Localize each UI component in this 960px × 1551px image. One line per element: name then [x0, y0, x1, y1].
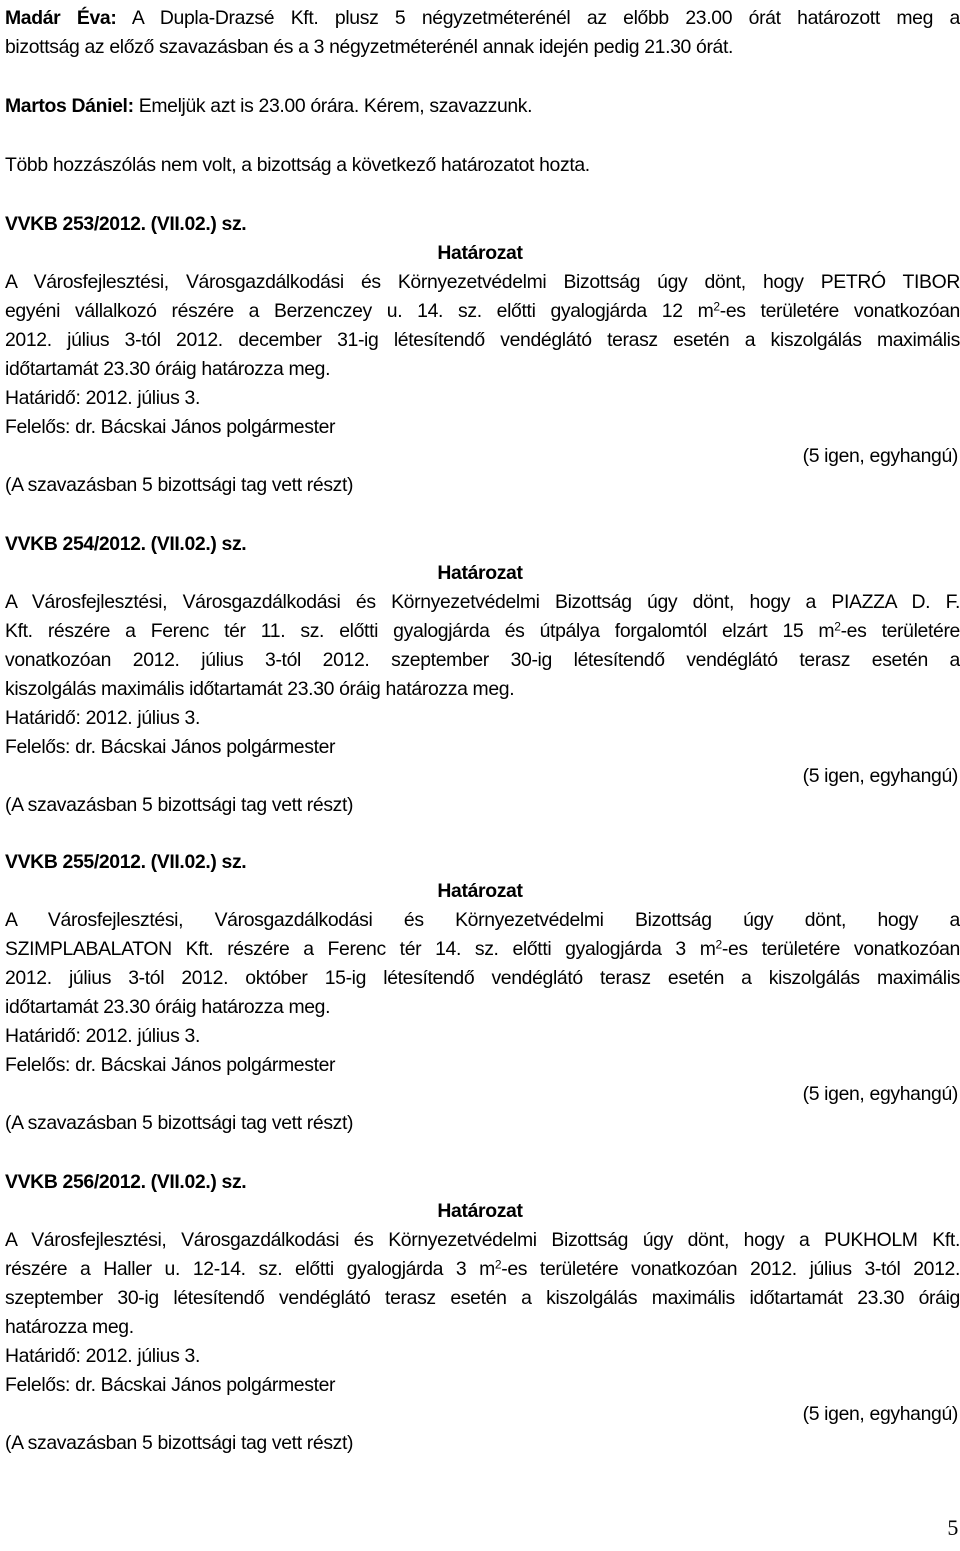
responsible: Felelős: dr. Bácskai János polgármester — [5, 1374, 336, 1396]
resolution-text-line: szeptember 30-ig létesítendő vendéglátó terasz esetén a kiszolgálás maximális időtartamát 23.30 óráig — [5, 1287, 960, 1309]
resolution-text-line: A Városfejlesztési, Városgazdálkodási és Környezetvédelmi Bizottság úgy dönt, hogy a — [5, 909, 960, 931]
deadline: Határidő: 2012. július 3. — [5, 1345, 200, 1367]
vote-result: (5 igen, egyhangú) — [802, 445, 958, 467]
vote-result: (5 igen, egyhangú) — [802, 765, 958, 787]
resolution-number: VVKB 255/2012. (VII.02.) sz. — [5, 851, 247, 873]
responsible: Felelős: dr. Bácskai János polgármester — [5, 416, 336, 438]
resolution-heading: Határozat — [437, 1200, 523, 1222]
resolution-text-line: egyéni vállalkozó részére a Berzenczey u. 14. sz. előtti gyalogjárda 12 $m^2-es$ területére vonatkozóan — [5, 299, 960, 322]
speaker-name: Madár Éva: — [5, 7, 117, 29]
participants: (A szavazásban 5 bizottsági tag vett részt) — [5, 1432, 354, 1454]
resolution-text-line: időtartamát 23.30 óráig határozza meg. — [5, 358, 331, 380]
speech-text: Emeljük azt is 23.00 órára. Kérem, szavazzunk. — [133, 95, 533, 117]
vote-result: (5 igen, egyhangú) — [802, 1403, 958, 1425]
deadline: Határidő: 2012. július 3. — [5, 707, 200, 729]
vote-result: (5 igen, egyhangú) — [802, 1083, 958, 1105]
participants: (A szavazásban 5 bizottsági tag vett részt) — [5, 794, 354, 816]
resolution-heading: Határozat — [437, 562, 523, 584]
deadline: Határidő: 2012. július 3. — [5, 387, 200, 409]
resolution-text-line: A Városfejlesztési, Városgazdálkodási és Környezetvédelmi Bizottság úgy dönt, hogy PETRÓ TIBOR — [5, 271, 960, 293]
responsible: Felelős: dr. Bácskai János polgármester — [5, 1054, 336, 1076]
intro-line-3 — [5, 92, 960, 121]
superscript: 2 — [834, 619, 841, 634]
speaker-name: Martos Dániel: — [5, 95, 134, 117]
resolution-text-line: A Városfejlesztési, Városgazdálkodási és Környezetvédelmi Bizottság úgy dönt, hogy a PIAZZA D. F. — [5, 591, 960, 613]
resolution-number: VVKB 254/2012. (VII.02.) sz. — [5, 533, 247, 555]
resolution-text-line: részére a Haller u. 12-14. sz. előtti gyalogjárda 3 $m^2-es$ területére vonatkozóan 2012. július 3-tól 2012. — [5, 1257, 960, 1280]
participants: (A szavazásban 5 bizottsági tag vett részt) — [5, 1112, 354, 1134]
resolution-text-line: kiszolgálás maximális időtartamát 23.30 óráig határozza meg. — [5, 678, 515, 700]
intro-line-4: Több hozzászólás nem volt, a bizottság a következő határozatot hozta. — [5, 154, 590, 176]
resolution-text-line: Kft. részére a Ferenc tér 11. sz. előtti gyalogjárda és útpálya forgalomtól elzárt 15 $m^2-es$ területére — [5, 619, 960, 642]
resolution-heading: Határozat — [437, 242, 523, 264]
responsible: Felelős: dr. Bácskai János polgármester — [5, 736, 336, 758]
deadline: Határidő: 2012. július 3. — [5, 1025, 200, 1047]
resolution-text-line: 2012. július 3-tól 2012. december 31-ig létesítendő vendéglátó terasz esetén a kiszolgálás maximális — [5, 329, 960, 351]
speech-text: A Dupla-Drazsé Kft. plusz 5 négyzetméterénél az előbb 23.00 órát határozott meg a — [116, 7, 960, 29]
resolution-number: VVKB 256/2012. (VII.02.) sz. — [5, 1171, 247, 1193]
intro-line-1 — [5, 4, 960, 33]
intro-line-2: bizottság az előző szavazásban és a 3 négyzetméterénél annak idején pedig 21.30 órát. — [5, 36, 734, 58]
resolution-text-line: A Városfejlesztési, Városgazdálkodási és Környezetvédelmi Bizottság úgy dönt, hogy a PUKHOLM Kft. — [5, 1229, 960, 1251]
superscript: 2 — [715, 937, 722, 952]
resolution-heading: Határozat — [437, 880, 523, 902]
resolution-number: VVKB 253/2012. (VII.02.) sz. — [5, 213, 247, 235]
resolution-text-line: időtartamát 23.30 óráig határozza meg. — [5, 996, 331, 1018]
superscript: 2 — [494, 1257, 502, 1272]
resolution-text-line: SZIMPLABALATON Kft. részére a Ferenc tér 14. sz. előtti gyalogjárda 3 $m^2-es$ területére vonatkozóan — [5, 937, 960, 960]
resolution-text-line: 2012. július 3-tól 2012. október 15-ig létesítendő vendéglátó terasz esetén a kiszolgálás maximális — [5, 967, 960, 989]
participants: (A szavazásban 5 bizottsági tag vett részt) — [5, 474, 354, 496]
superscript: 2 — [713, 299, 720, 314]
resolution-text-line: határozza meg. — [5, 1316, 134, 1338]
page-number: 5 — [947, 1515, 958, 1540]
resolution-text-line: vonatkozóan 2012. július 3-tól 2012. szeptember 30-ig létesítendő vendéglátó terasz esetén a — [5, 649, 960, 671]
